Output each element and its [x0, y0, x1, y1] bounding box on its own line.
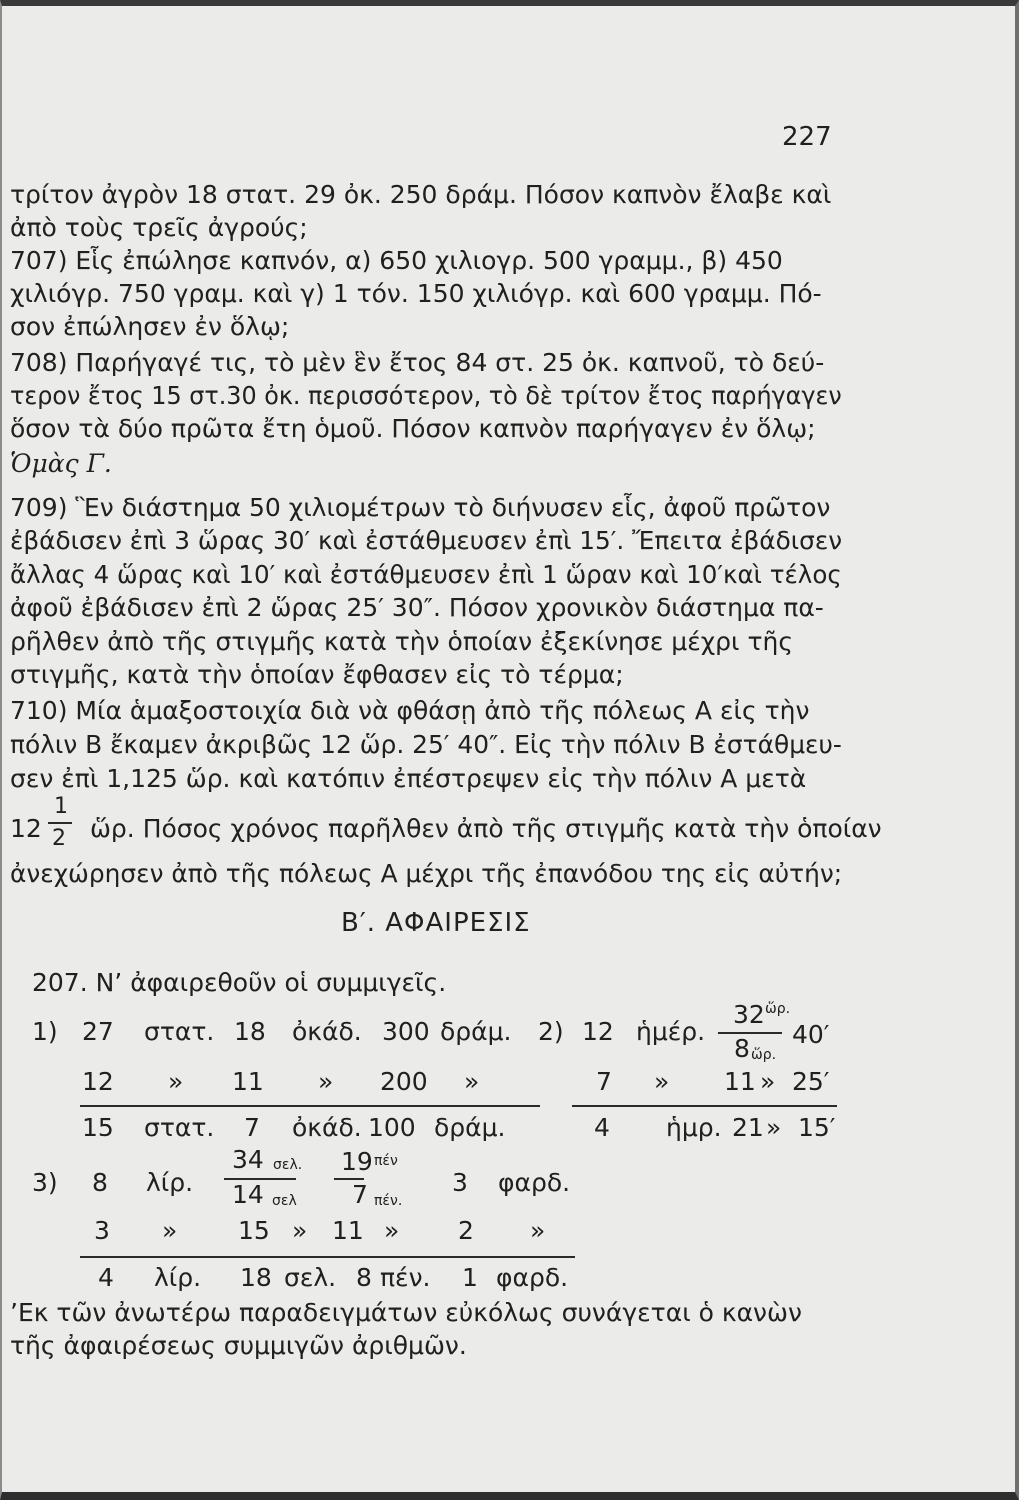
- text-line: τερον ἔτος 15 στ.30 ὀκ. περισσότερον, τὸ δὲ τρίτον ἔτος παρήγαγεν: [10, 381, 842, 410]
- fraction-whole: 12: [10, 814, 42, 843]
- text-line: ἐβάδισεν ἐπὶ 3 ὥρας 30′ καὶ ἐστάθμευσεν ἐπὶ 15′. Ἔπειτα ἐβάδισεν: [10, 526, 843, 555]
- text-line: ἀφοῦ ἐβάδισεν ἐπὶ 2 ὥρας 25′ 30″. Πόσον χρονικὸν διάστημα πα-: [10, 593, 824, 622]
- text-line: τῆς ἀφαιρέσεως συμμιγῶν ἀριθμῶν.: [10, 1331, 467, 1360]
- problem-709: 709) Ἓν διάστημα 50 χιλιομέτρων τὸ διήνυσεν εἷς, ἀφοῦ πρῶτον: [10, 493, 831, 522]
- page-number: 227: [782, 122, 832, 152]
- text-line: σον ἐπώλησεν ἐν ὅλῳ;: [10, 312, 290, 341]
- example-label: 3): [32, 1168, 58, 1197]
- problem-707: 707) Εἷς ἐπώλησε καπνόν, α) 650 χιλιογρ. 500 γραμμ., β) 450: [10, 246, 783, 275]
- cell: 11: [332, 1216, 364, 1245]
- problem-710: 710) Μία ἁμαξοστοιχία διὰ νὰ φθάσῃ ἀπὸ τῆς πόλεως Α εἰς τὴν: [10, 696, 810, 725]
- cell: 300: [382, 1017, 430, 1046]
- cell: »: [766, 1113, 782, 1142]
- text-line: ὥρ. Πόσος χρόνος παρῆλθεν ἀπὸ τῆς στιγμῆς κατὰ τὴν ὁποίαν: [90, 814, 882, 843]
- cell: »: [530, 1216, 546, 1245]
- exercise-207: 207. Ν’ ἀφαιρεθοῦν οἱ συμμιγεῖς.: [32, 968, 447, 997]
- cell: 25′: [792, 1067, 830, 1096]
- cell: 15′: [798, 1113, 836, 1142]
- text-line: σεν ἐπὶ 1,125 ὥρ. καὶ κατόπιν ἐπέστρεψεν εἰς τὴν πόλιν Α μετὰ: [10, 764, 807, 793]
- cell: 7: [244, 1113, 260, 1142]
- cell: 4: [98, 1263, 114, 1292]
- cell: 7: [596, 1067, 612, 1096]
- section-heading: Β′. ΑΦΑΙΡΕΣΙΣ: [341, 908, 531, 938]
- text-line: χιλιόγρ. 750 γραμ. καὶ γ) 1 τόν. 150 χιλιόγρ. καὶ 600 γραμμ. Πό-: [10, 279, 822, 308]
- cell: »: [162, 1216, 178, 1245]
- cell: λίρ.: [154, 1263, 202, 1292]
- cell: δράμ.: [440, 1017, 512, 1046]
- cell: »: [292, 1216, 308, 1245]
- cell: 3: [452, 1168, 468, 1197]
- fraction-denominator: 14: [232, 1180, 264, 1209]
- cell: »: [384, 1216, 400, 1245]
- cell: 8: [356, 1263, 372, 1292]
- superscript: σελ: [272, 1193, 297, 1209]
- text-line: ὅσον τὰ δύο πρῶτα ἔτη ὁμοῦ. Πόσον καπνὸν παρήγαγεν ἐν ὅλῳ;: [10, 414, 816, 443]
- superscript: πέν: [374, 1153, 398, 1169]
- cell: σελ.: [284, 1263, 337, 1292]
- cell: στατ.: [144, 1017, 215, 1046]
- cell: 27: [82, 1017, 114, 1046]
- subtraction-rule: [572, 1105, 837, 1107]
- subtraction-rule: [80, 1256, 575, 1258]
- cell: 15: [82, 1113, 114, 1142]
- subtraction-rule: [80, 1105, 540, 1107]
- cell: 2: [458, 1216, 474, 1245]
- fraction-denominator: 8: [734, 1034, 750, 1063]
- fraction-numerator: 32: [733, 1000, 765, 1029]
- cell: 21: [732, 1113, 764, 1142]
- example-label: 1): [32, 1017, 58, 1046]
- cell: 11: [724, 1067, 756, 1096]
- cell: 100: [368, 1113, 416, 1142]
- fraction-denominator: 7: [352, 1180, 368, 1209]
- cell: 11: [232, 1067, 264, 1096]
- cell: 1: [462, 1263, 478, 1292]
- cell: ἡμέρ.: [636, 1017, 706, 1046]
- cell: 3: [94, 1216, 110, 1245]
- superscript: ὥρ.: [751, 1047, 777, 1063]
- cell: »: [464, 1067, 480, 1096]
- superscript: πέν.: [374, 1193, 403, 1209]
- cell: »: [318, 1067, 334, 1096]
- cell: 4: [594, 1113, 610, 1142]
- superscript: ὥρ.: [765, 1001, 791, 1017]
- cell: ἡμρ.: [666, 1113, 722, 1142]
- cell: »: [168, 1067, 184, 1096]
- text-line: τρίτον ἀγρὸν 18 στατ. 29 ὀκ. 250 δράμ. Πόσον καπνὸν ἔλαβε καὶ: [10, 180, 832, 209]
- text-line: ἄλλας 4 ὥρας καὶ 10′ καὶ ἐστάθμευσεν ἐπὶ 1 ὥραν καὶ 10′καὶ τέλος: [10, 560, 842, 589]
- cell: ὀκάδ.: [292, 1017, 362, 1046]
- group-label: Ὁμὰς Γ.: [10, 449, 112, 478]
- cell: 200: [380, 1067, 428, 1096]
- fraction-numerator: 19: [341, 1147, 373, 1176]
- text-line: ρῆλθεν ἀπὸ τῆς στιγμῆς κατὰ τὴν ὁποίαν ἐξεκίνησε μέχρι τῆς: [10, 627, 794, 656]
- cell: φαρδ.: [496, 1263, 569, 1292]
- fraction-bar: [718, 1032, 782, 1034]
- cell: πέν.: [380, 1263, 431, 1292]
- cell: 12: [582, 1017, 614, 1046]
- text-line: στιγμῆς, κατὰ τὴν ὁποίαν ἔφθασεν εἰς τὸ τέρμα;: [10, 660, 624, 689]
- cell: 15: [238, 1216, 270, 1245]
- problem-708: 708) Παρήγαγέ τις, τὸ μὲν ἓν ἔτος 84 στ. 25 ὀκ. καπνοῦ, τὸ δεύ-: [10, 348, 825, 377]
- text-line: ἀπὸ τοὺς τρεῖς ἀγρούς;: [10, 213, 308, 242]
- text-line: ’Εκ τῶν ἀνωτέρω παραδειγμάτων εὐκόλως συνάγεται ὁ κανὼν: [10, 1298, 802, 1327]
- example-label: 2): [538, 1017, 564, 1046]
- text-line: πόλιν Β ἔκαμεν ἀκριβῶς 12 ὥρ. 25′ 40″. Εἰς τὴν πόλιν Β ἐστάθμευ-: [10, 730, 842, 759]
- cell: 12: [82, 1067, 114, 1096]
- text-line: ἀνεχώρησεν ἀπὸ τῆς πόλεως Α μέχρι τῆς ἐπανόδου της εἰς αὐτήν;: [10, 859, 843, 888]
- cell: 18: [234, 1017, 266, 1046]
- cell: »: [760, 1067, 776, 1096]
- fraction-numerator: 1: [54, 794, 68, 819]
- fraction-numerator: 34: [232, 1145, 264, 1174]
- cell: 40′: [792, 1020, 830, 1049]
- cell: δράμ.: [434, 1113, 506, 1142]
- cell: φαρδ.: [498, 1168, 571, 1197]
- cell: 8: [92, 1168, 108, 1197]
- cell: 18: [240, 1263, 272, 1292]
- cell: ὀκάδ.: [292, 1113, 362, 1142]
- cell: »: [654, 1067, 670, 1096]
- superscript: σελ.: [273, 1157, 303, 1173]
- fraction-denominator: 2: [52, 826, 66, 851]
- cell: λίρ.: [146, 1168, 194, 1197]
- cell: στατ.: [144, 1113, 215, 1142]
